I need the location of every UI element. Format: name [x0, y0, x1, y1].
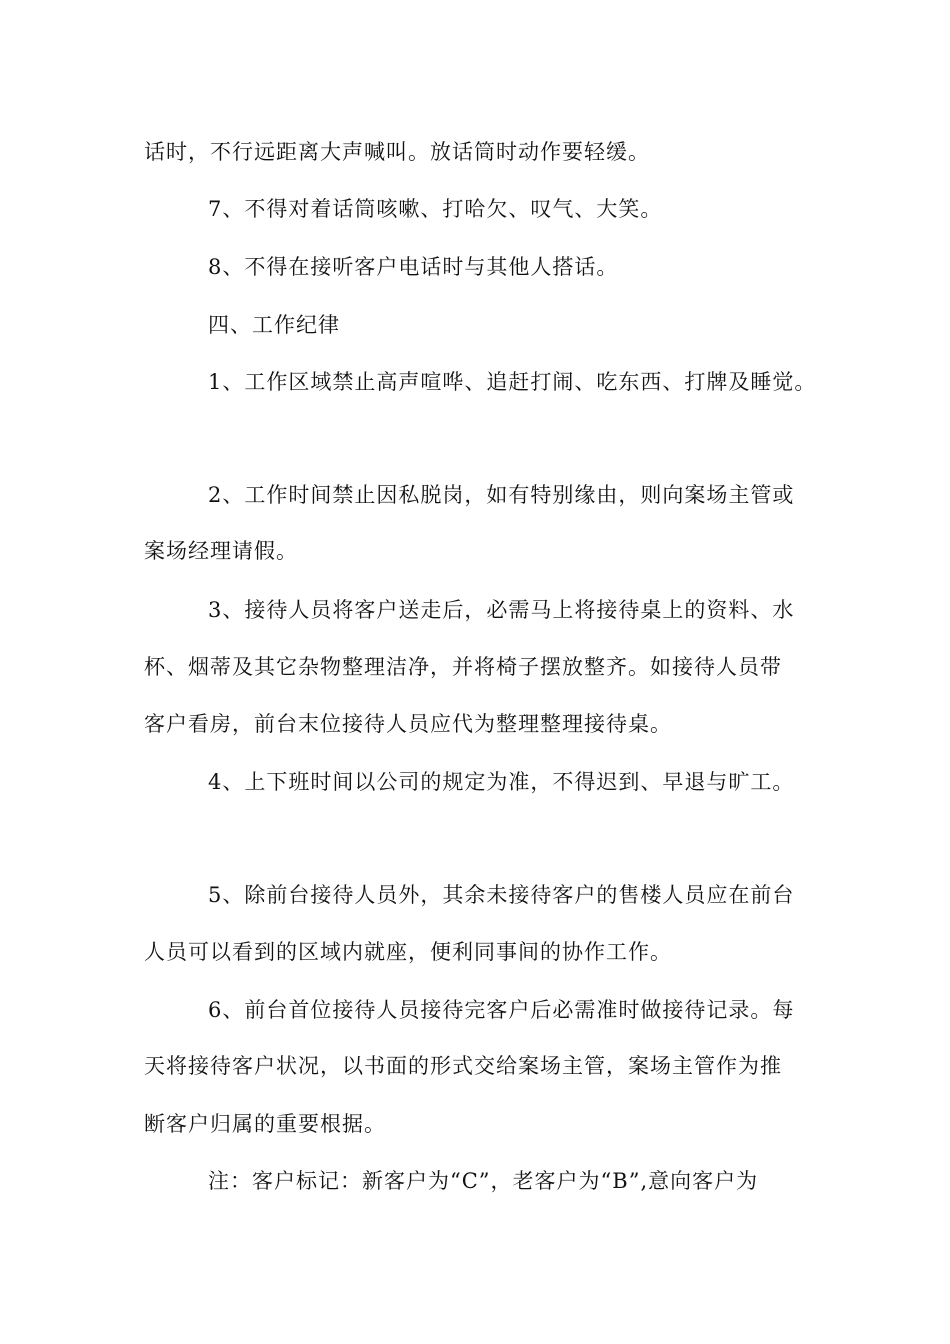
paragraph-line: 注：客户标记：新客户为“C”，老客户为“B”,意向客户为 [208, 1169, 759, 1193]
paragraph-line: 案场经理请假。 [144, 539, 298, 563]
section-heading: 四、工作纪律 [208, 313, 340, 337]
paragraph-line: 天将接待客户状况，以书面的形式交给案场主管，案场主管作为推 [144, 1054, 782, 1078]
paragraph-line: 客户看房，前台末位接待人员应代为整理整理接待桌。 [144, 712, 672, 736]
paragraph-line: 断客户归属的重要根据。 [144, 1112, 386, 1136]
paragraph-line: 人员可以看到的区域内就座，便利同事间的协作工作。 [144, 940, 672, 964]
paragraph-line: 5、除前台接待人员外，其余未接待客户的售楼人员应在前台 [208, 883, 795, 907]
paragraph-line: 杯、烟蒂及其它杂物整理洁净，并将椅子摆放整齐。如接待人员带 [144, 655, 782, 679]
paragraph-line: 7、不得对着话筒咳嗽、打哈欠、叹气、大笑。 [208, 197, 663, 221]
paragraph-line: 6、前台首位接待人员接待完客户后必需准时做接待记录。每 [208, 998, 795, 1022]
paragraph-line: 3、接待人员将客户送走后，必需马上将接待桌上的资料、水 [208, 598, 795, 622]
paragraph-line: 话时，不行远距离大声喊叫。放话筒时动作要轻缓。 [144, 140, 650, 164]
paragraph-line: 4、上下班时间以公司的规定为准，不得迟到、早退与旷工。 [208, 770, 795, 794]
paragraph-line: 1、工作区域禁止高声喧哗、追赶打闹、吃东西、打牌及睡觉。 [208, 370, 817, 394]
paragraph-line: 2、工作时间禁止因私脱岗，如有特别缘由，则向案场主管或 [208, 483, 795, 507]
paragraph-line: 8、不得在接听客户电话时与其他人搭话。 [208, 255, 619, 279]
